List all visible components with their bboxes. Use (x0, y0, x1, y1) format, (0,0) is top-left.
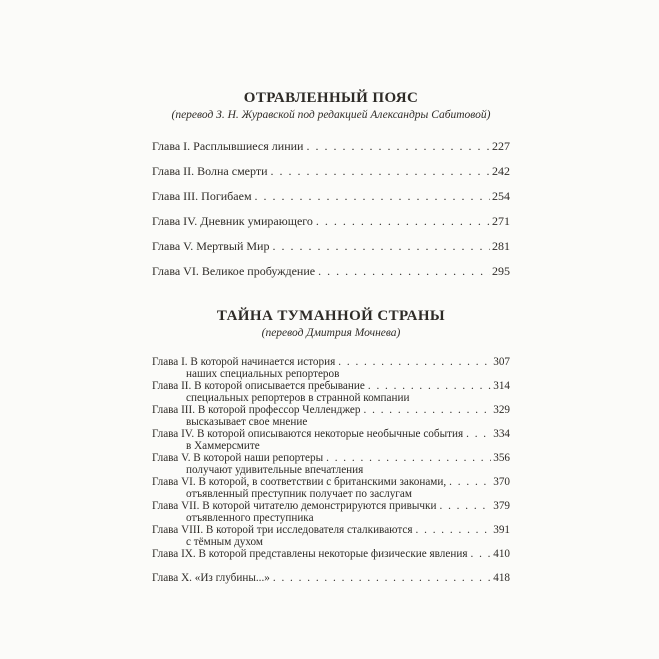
toc-entry (152, 572, 510, 584)
dot-leader (271, 165, 490, 178)
dot-leader (364, 404, 492, 416)
chapter-title-continuation: отъявленного преступника (186, 512, 314, 524)
toc-entry (152, 140, 510, 153)
dot-leader (306, 140, 490, 153)
page-number: 334 (493, 428, 510, 440)
toc-entry (152, 265, 510, 278)
section-subtitle: (перевод З. Н. Журавской под редакцией Александры Сабитовой) (171, 109, 491, 121)
dot-leader (273, 572, 491, 584)
toc-entry (152, 215, 510, 228)
page-number: 370 (493, 476, 510, 488)
dot-leader (449, 476, 491, 488)
toc-entry (152, 380, 510, 404)
toc-entry (152, 452, 510, 476)
toc-entry (152, 548, 510, 560)
chapter-title-continuation: в Хаммерсмите (186, 440, 260, 452)
toc-entry (152, 500, 510, 524)
chapter-title: Глава VIII. В которой три исследователя сталкиваются (152, 524, 413, 536)
section-subtitle: (перевод Дмитрия Мочнева) (261, 327, 401, 339)
page-number: 281 (492, 239, 510, 253)
chapter-title-continuation: отъявленный преступник получает по заслугам (186, 488, 412, 500)
dot-leader (316, 215, 490, 228)
chapter-title: Глава I. Расплывшиеся линии (152, 139, 304, 153)
chapter-title: Глава VI. Великое пробуждение (152, 264, 316, 278)
page-number: 314 (493, 380, 510, 392)
chapter-title-continuation: с тёмным духом (186, 536, 263, 548)
chapter-title: Глава V. Мертвый Мир (152, 239, 270, 253)
chapter-title-continuation: наших специальных репортеров (186, 368, 340, 380)
dot-leader (470, 548, 491, 560)
page-number: 379 (493, 500, 510, 512)
toc-entry (152, 524, 510, 548)
page-number: 410 (493, 548, 510, 560)
section-title: ОТРАВЛЕННЫЙ ПОЯС (243, 90, 419, 106)
chapter-title-continuation: получают удивительные впечатления (186, 464, 364, 476)
page-number: 271 (492, 214, 510, 228)
page-number: 391 (493, 524, 510, 536)
dot-leader (255, 190, 490, 203)
chapter-title: Глава VII. В которой читателю демонстрируются привычки (152, 500, 437, 512)
page-number: 329 (493, 404, 510, 416)
dot-leader (439, 500, 491, 512)
dot-leader (466, 428, 491, 440)
toc-entry (152, 356, 510, 380)
dot-leader (326, 452, 491, 464)
toc-section-land-of-mist (152, 308, 510, 584)
dot-leader (416, 524, 492, 536)
chapter-title-continuation: высказывает свое мнение (186, 416, 308, 428)
chapter-title: Глава I. В которой начинается история (152, 356, 336, 368)
chapter-title: Глава IV. Дневник умирающего (152, 214, 313, 228)
toc-entry (152, 476, 510, 500)
chapter-title: Глава X. «Из глубины...» (152, 572, 270, 584)
chapter-title: Глава IX. В которой представлены некоторые физические явления (152, 548, 468, 560)
toc-entries (152, 140, 510, 278)
toc-entries (152, 356, 510, 584)
section-title: ТАЙНА ТУМАННОЙ СТРАНЫ (216, 308, 446, 324)
chapter-title: Глава VI. В которой, в соответствии с британскими законами, (152, 476, 447, 488)
toc-section-poison-belt (152, 90, 510, 278)
page-number: 227 (492, 139, 510, 153)
toc-entry (152, 240, 510, 253)
page-number: 254 (492, 189, 510, 203)
dot-leader (318, 265, 490, 278)
page-number: 356 (493, 452, 510, 464)
toc-entry (152, 404, 510, 428)
toc-entry (152, 165, 510, 178)
dot-leader (338, 356, 491, 368)
dot-leader (368, 380, 491, 392)
page-number: 295 (492, 264, 510, 278)
chapter-title: Глава III. Погибаем (152, 189, 252, 203)
chapter-title: Глава II. В которой описывается пребывание (152, 380, 365, 392)
chapter-title: Глава IV. В которой описываются некоторые необычные события (152, 428, 464, 440)
chapter-title-continuation: специальных репортеров в странной компании (186, 392, 410, 404)
toc-entry (152, 428, 510, 452)
chapter-title: Глава V. В которой наши репортеры (152, 452, 324, 464)
page-number: 307 (493, 356, 510, 368)
page-number: 242 (492, 164, 510, 178)
dot-leader (272, 240, 490, 253)
page-number: 418 (493, 572, 510, 584)
toc-entry (152, 190, 510, 203)
chapter-title: Глава II. Волна смерти (152, 164, 268, 178)
chapter-title: Глава III. В которой профессор Челленджер (152, 404, 361, 416)
